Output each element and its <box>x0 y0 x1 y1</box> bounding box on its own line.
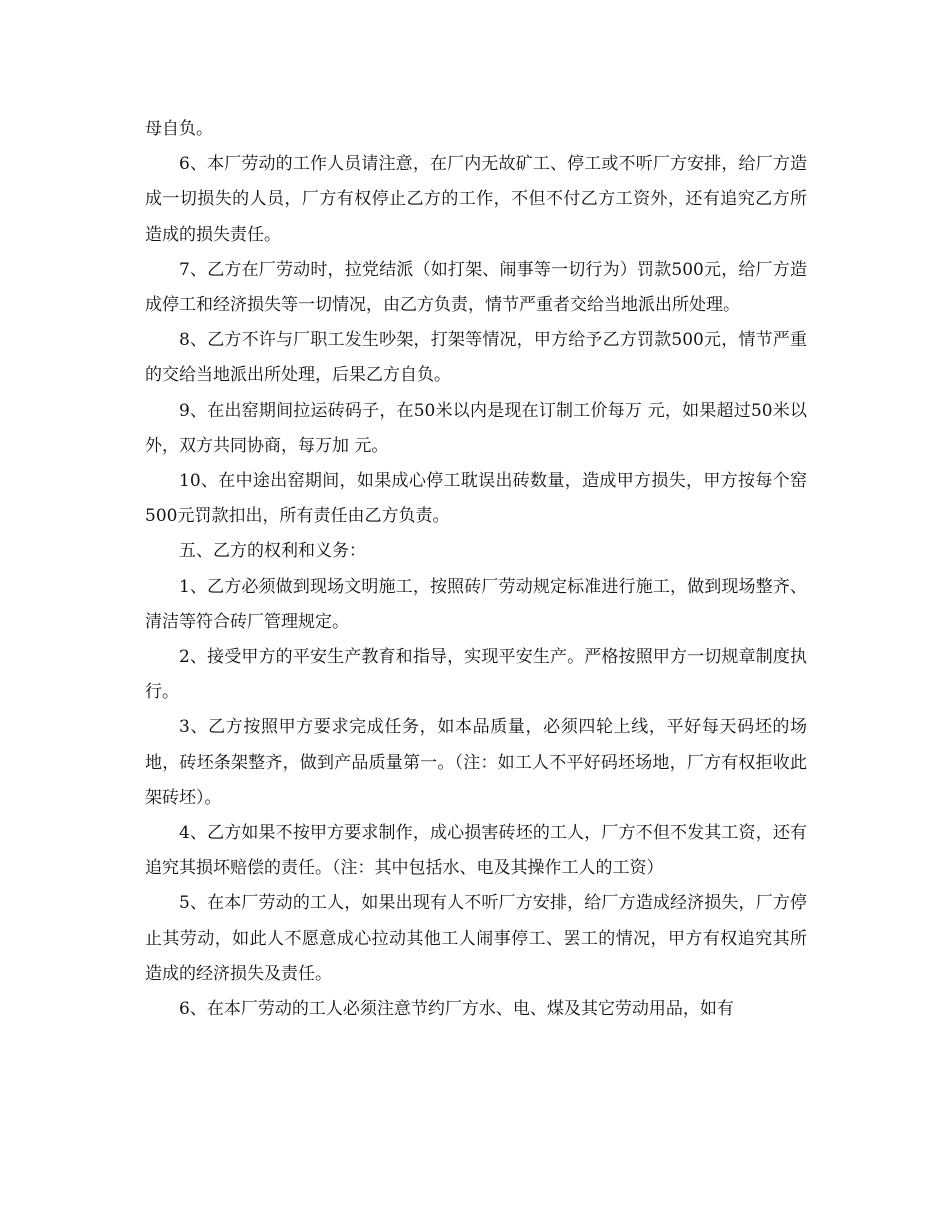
paragraph-item-8: 8、乙方不许与厂职工发生吵架，打架等情况，甲方给予乙方罚款500元，情节严重的交给当地派出所处理，后果乙方自负。 <box>145 330 807 386</box>
paragraph-item-9: 9、在出窑期间拉运砖码子，在50米以内是现在订制工价每万 元，如果超过50米以外，双方共同协商，每万加 元。 <box>145 400 807 456</box>
paragraph-item-7: 7、乙方在厂劳动时，拉党结派（如打架、闹事等一切行为）罚款500元，给厂方造成停工和经济损失等一切情况，由乙方负责，情节严重者交给当地派出所处理。 <box>145 259 807 316</box>
paragraph-item-3: 3、乙方按照甲方要求完成任务，如本品质量，必须四轮上线，平好每天码坯的场地，砖坯条架整齐，做到产品质量第一。（注：如工人不平好码坯场地，厂方有权拒收此架砖坯）。 <box>145 717 807 808</box>
paragraph-item-2: 2、接受甲方的平安生产教育和指导，实现平安生产。严格按照甲方一切规章制度执行。 <box>145 647 807 703</box>
paragraph-item-6: 6、本厂劳动的工作人员请注意，在厂内无故矿工、停工或不听厂方安排，给厂方造成一切损失的人员，厂方有权停止乙方的工作，不但不付乙方工资外，还有追究乙方所造成的损失责任。 <box>145 154 807 245</box>
paragraph-item-10: 10、在中途出窑期间，如果成心停工耽误出砖数量，造成甲方损失，甲方按每个窑500元罚款扣出，所有责任由乙方负责。 <box>145 471 807 527</box>
section-heading-5: 五、乙方的权利和义务： <box>179 541 366 562</box>
document-body <box>145 112 807 1027</box>
paragraph-item-1: 1、乙方必须做到现场文明施工，按照砖厂劳动规定标准进行施工，做到现场整齐、清洁等符合砖厂管理规定。 <box>145 576 807 632</box>
paragraph-item-6b: 6、在本厂劳动的工人必须注意节约厂方水、电、煤及其它劳动用品，如有 <box>179 999 734 1020</box>
paragraph-continuation: 母自负。 <box>145 119 213 139</box>
paragraph-item-4: 4、乙方如果不按甲方要求制作，成心损害砖坯的工人，厂方不但不发其工资，还有追究其损坏赔偿的责任。（注：其中包括水、电及其操作工人的工资） <box>145 823 807 879</box>
paragraph-item-5: 5、在本厂劳动的工人，如果出现有人不听厂方安排，给厂方造成经济损失，厂方停止其劳动，如此人不愿意成心拉动其他工人闹事停工、罢工的情况，甲方有权追究其所造成的经济损失及责任。 <box>145 893 807 984</box>
